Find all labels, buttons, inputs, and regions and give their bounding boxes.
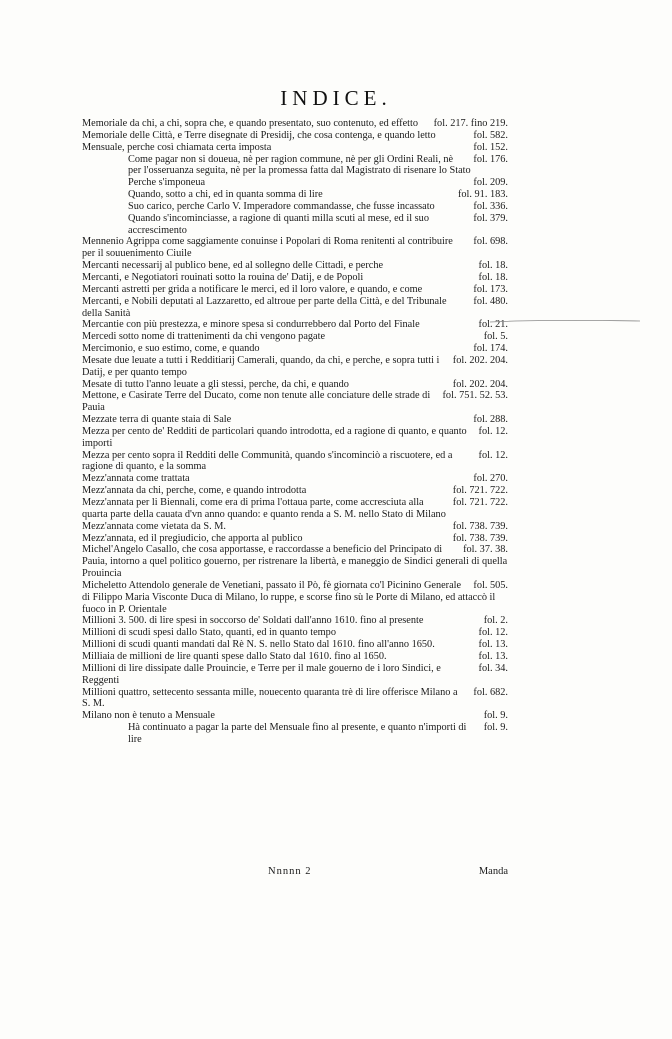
index-entry [82,450,508,474]
entry-text: Millioni di scudi spesi dallo Stato, quanti, ed in quanto tempo [82,627,336,639]
entry-text: Millioni 3. 500. di lire spesi in soccorso de' Soldati dall'anno 1610. fino al presente [82,615,424,627]
folio-reference: fol. 152. [473,141,508,153]
index-entry [82,426,508,450]
index-entry [82,331,508,343]
index-entry [82,296,508,320]
index-entry [82,627,508,639]
folio-reference: fol. 505. [473,579,508,591]
entry-text: Suo carico, perche Carlo V. Imperadore commandasse, che fusse incassato [128,200,435,212]
folio-reference: fol. 2. [483,615,508,627]
folio-reference: fol. 682. [473,686,508,698]
folio-reference: fol. 288. [473,414,508,426]
index-entry [82,651,508,663]
folio-reference: fol. 12. [478,627,508,639]
entry-text: Mesate due leuate a tutti i Redditiarij Camerali, quando, da chi, e perche, e sopra tutti i Datij, e per quanto tempo [82,354,440,378]
entry-text: Hà continuato a pagar la parte del Mensuale fino al presente, e quanto n'importi di lire [128,722,467,745]
folio-reference: fol. 176. [473,153,508,165]
entry-text: Mezz'annata, ed il pregiudicio, che apporta al publico [82,532,303,544]
folio-reference: fol. 173. [473,283,508,295]
folio-reference: fol. 738. 739. [452,532,508,544]
index-entry [82,710,508,722]
entry-text: Memoriale delle Città, e Terre disegnate di Presidij, che cosa contenga, e quando letto [82,129,436,141]
folio-reference: fol. 721. 722. [452,485,508,497]
page-title: INDICE. [280,86,392,110]
entry-text: Mercimonio, e suo estimo, come, e quando [82,343,260,355]
folio-reference: fol. 9. [483,710,508,722]
folio-reference: fol. 5. [483,331,508,343]
entry-text: Mesate di tutto l'anno leuate a gli stessi, perche, da chi, e quando [82,378,349,390]
entry-text: Quando, sotto a chi, ed in quanta somma di lire [128,189,323,201]
folio-reference: fol. 751. 52. 53. [442,390,508,402]
index-entries [82,118,508,746]
index-entry [82,201,508,213]
entry-text: Mezza per cento sopra il Redditi delle Communità, quando s'incominciò a riscuotere, ed a ragione di quanto, e la somma [82,449,453,473]
entry-text: Perche s'imponeua [128,177,206,189]
folio-reference: fol. 698. [473,236,508,248]
index-entry [82,663,508,687]
folio-reference: fol. 209. [473,177,508,189]
folio-reference: fol. 379. [473,212,508,224]
entry-text: Mercantie con più prestezza, e minore spesa si condurrebbero dal Porto del Finale [82,319,420,331]
folio-reference: fol. 174. [473,343,508,355]
signature-mark: Nnnnn 2 [268,866,312,877]
entry-text: Michel'Angelo Casallo, che cosa apportasse, e raccordasse a beneficio del Principato di Pauia, intorno a quel politico gouerno, per ristrenare la libertà, e maneggio de Sindici generali di quella Prouincia [82,544,508,580]
index-entry [82,390,508,414]
index-entry [82,355,508,379]
folio-reference: fol. 9. [483,722,508,734]
folio-reference: fol. 582. [473,129,508,141]
index-entry [82,722,508,746]
entry-text: Milliaia de millioni de lire quanti spese dallo Stato dal 1610. fino al 1650. [82,650,387,662]
entry-text: Mercedi sotto nome di trattenimenti da chi vengono pagate [82,331,326,343]
page-footer [82,866,508,880]
index-entry [82,284,508,296]
folio-reference: fol. 202. 204. [452,354,508,366]
folio-reference: fol. 13. [478,650,508,662]
index-entry [82,130,508,142]
index-entry [82,687,508,711]
folio-reference: fol. 12. [478,449,508,461]
folio-reference: fol. 202. 204. [452,378,508,390]
index-entry [82,544,508,580]
entry-text: Mezzate terra di quante staia di Sale [82,414,232,426]
entry-text: Millioni di scudi quanti mandati dal Rè N. S. nello Stato dal 1610. fino all'anno 1650. [82,639,435,651]
entry-text: Mercanti, e Negotiatori rouinati sotto la rouina de' Datij, e de Popoli [82,271,364,283]
index-entry [82,615,508,627]
index-entry [82,319,508,331]
entry-text: Mercanti necessarij al publico bene, ed al sollegno delle Cittadi, e perche [82,260,384,272]
entry-text: Millioni quattro, settecento sessanta mille, nouecento quaranta trè di lire offerisce Milano a S. M. [82,686,458,710]
entry-text: Mettone, e Casirate Terre del Ducato, come non tenute alle conciature delle strade di Pauia [82,390,431,414]
index-entry [82,118,508,130]
catchword: Manda [478,866,508,877]
folio-reference: fol. 34. [478,662,508,674]
folio-reference: fol. 12. [478,425,508,437]
index-entry [82,142,508,154]
folio-reference: fol. 721. 722. [452,497,508,508]
folio-reference: fol. 13. [478,639,508,651]
entry-text: Mezz'annata come vietata da S. M. [82,520,226,532]
index-entry [82,236,508,260]
entry-text: Mezz'annata per li Biennali, come era di prima l'ottaua parte, come accresciuta alla quarta parte della cauata d'vn anno quando: e quanto renda a S. M. nello Stato di Milano [82,497,446,520]
index-entry [82,189,508,201]
folio-reference: fol. 336. [473,200,508,212]
index-entry [82,213,508,237]
entry-text: Milano non è tenuto a Mensuale [82,710,215,722]
index-entry [82,485,508,497]
index-entry [82,521,508,533]
index-entry [82,260,508,272]
entry-text: Mensuale, perche così chiamata certa imposta [82,141,272,153]
index-entry [82,414,508,426]
folio-reference: fol. 480. [473,295,508,307]
entry-text: Memoriale da chi, a chi, sopra che, e quando presentato, suo contenuto, ed effetto [82,118,419,129]
index-entry [82,177,508,189]
index-entry [82,473,508,485]
entry-text: Mezza per cento de' Redditi de particolari quando introdotta, ed a ragione di quanto, e quanto importi [82,425,467,449]
entry-text: Mercanti, e Nobili deputati al Lazzaretto, ed altroue per parte della Città, e del Tribunale della Sanità [82,295,447,319]
entry-text: Quando s'incominciasse, a ragione di quanti milla scuti al mese, ed il suo accrescimento [128,212,429,236]
folio-reference: fol. 37. 38. [463,544,508,556]
index-entry [82,379,508,391]
folio-reference: fol. 18. [478,271,508,283]
index-entry [82,497,508,521]
entry-text: Come pagar non si doueua, nè per ragion commune, nè per gli Ordini Reali, nè per l'osseruanza seguita, nè per la promessa fatta dal Magistrato di risenare lo Stato [128,153,471,177]
folio-reference: fol. 270. [473,473,508,485]
folio-reference: fol. 21. [478,319,508,331]
entry-text: Mercanti astretti per grida a notificare le merci, ed il loro valore, e quando, e come [82,283,423,295]
entry-text: Micheletto Attendolo generale de Venetiani, passato il Pò, fè giornata co'l Picinino Generale di Filippo Maria Visconte Duca di Milano, lo ruppe, e scorse fino sù le Porte di Milano, ed attaccò il fuoco in P. Orientale [82,579,496,615]
index-entry [82,580,508,616]
entry-text: Mezz'annata come trattata [82,473,190,485]
index-entry [82,154,508,178]
entry-text: Millioni di lire dissipate dalle Prouincie, e Terre per il male gouerno de i loro Sindici, e Reggenti [82,662,441,686]
index-entry [82,343,508,355]
margin-pen-stroke [490,318,640,324]
index-entry [82,272,508,284]
index-entry [82,639,508,651]
folio-reference: fol. 18. [478,260,508,272]
folio-reference: fol. 738. 739. [452,520,508,532]
entry-text: Mezz'annata da chi, perche, come, e quando introdotta [82,485,307,497]
index-entry [82,533,508,545]
folio-reference: fol. 91. 183. [457,189,508,201]
folio-reference: fol. 217. fino 219. [433,118,508,129]
entry-text: Mennenio Agrippa come saggiamente conuinse i Popolari di Roma renitenti al contribuire per il souuenimento Ciuile [82,236,453,260]
